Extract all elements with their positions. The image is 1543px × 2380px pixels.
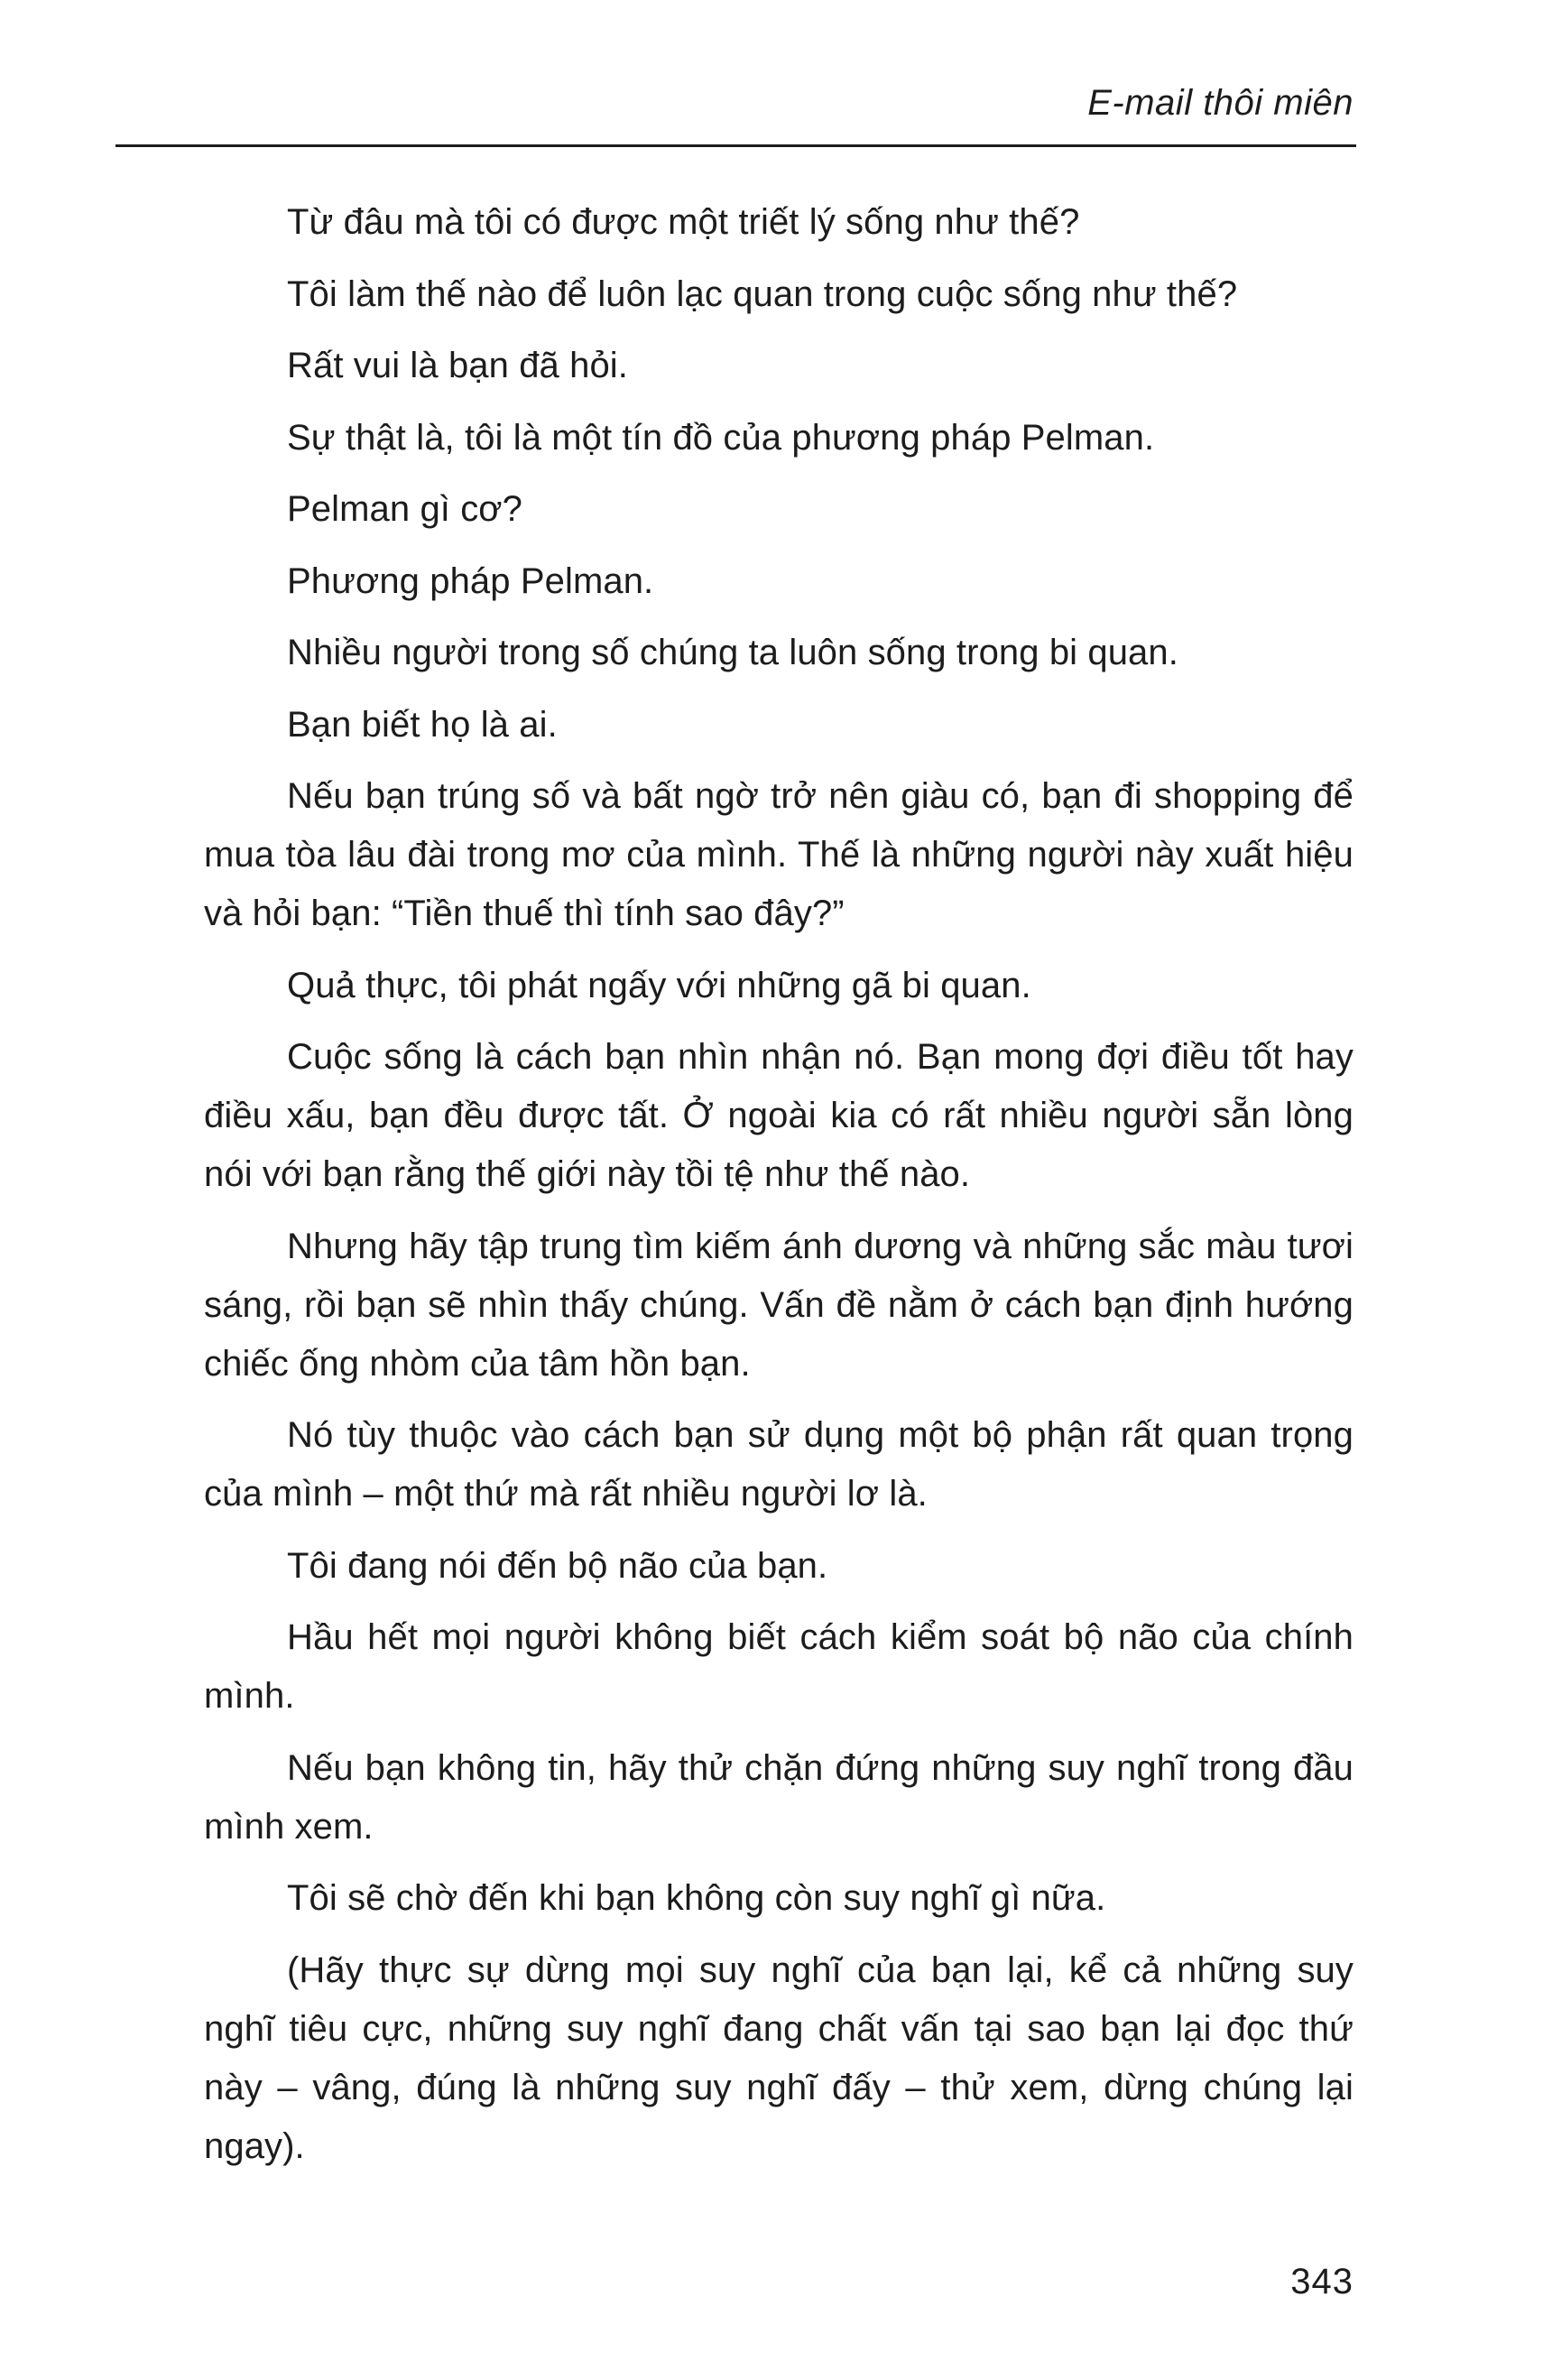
- paragraph: Tôi làm thế nào để luôn lạc quan trong cuộc sống như thế?: [287, 273, 1238, 314]
- paragraph: Rất vui là bạn đã hỏi.: [287, 346, 629, 385]
- paragraph: Phương pháp Pelman.: [287, 560, 654, 601]
- paragraph: Nhiều người trong số chúng ta luôn sống trong bi quan.: [287, 633, 1178, 672]
- paragraph: (Hãy thực sự dừng mọi suy nghĩ của bạn lại, kể cả những suy nghĩ tiêu cực, những suy nghĩ đang chất vấn tại sao bạn lại đọc thứ này – vâng, đúng là những suy nghĩ đấy – thử xem, dừng chúng lại ngay).: [204, 1949, 1354, 2166]
- page-number: 343: [1290, 2262, 1354, 2301]
- paragraph: Nó tùy thuộc vào cách bạn sử dụng một bộ phận rất quan trọng của mình – một thứ mà rất nhiều người lơ là.: [204, 1415, 1354, 1514]
- paragraph: Tôi sẽ chờ đến khi bạn không còn suy nghĩ gì nữa.: [287, 1878, 1106, 1918]
- paragraph: Nhưng hãy tập trung tìm kiếm ánh dương và những sắc màu tươi sáng, rồi bạn sẽ nhìn thấy chúng. Vấn đề nằm ở cách bạn định hướng chiếc ống nhòm của tâm hồn bạn.: [204, 1226, 1354, 1384]
- paragraph: Nếu bạn không tin, hãy thử chặn đứng những suy nghĩ trong đầu mình xem.: [204, 1747, 1354, 1847]
- paragraph: Tôi đang nói đến bộ não của bạn.: [287, 1545, 828, 1586]
- paragraph: Từ đâu mà tôi có được một triết lý sống như thế?: [287, 202, 1080, 242]
- paragraph: Hầu hết mọi người không biết cách kiểm soát bộ não của chính mình.: [204, 1617, 1354, 1716]
- paragraph: Bạn biết họ là ai.: [287, 704, 558, 745]
- running-header-title: E-mail thôi miên: [1087, 83, 1354, 123]
- paragraph: Sự thật là, tôi là một tín đồ của phương pháp Pelman.: [287, 417, 1155, 458]
- body-text: [204, 193, 1354, 2189]
- paragraph: Nếu bạn trúng số và bất ngờ trở nên giàu có, bạn đi shopping để mua tòa lâu đài trong mơ của mình. Thế là những người này xuất hiệu và hỏi bạn: “Tiền thuế thì tính sao đây?”: [204, 776, 1354, 933]
- paragraph: Cuộc sống là cách bạn nhìn nhận nó. Bạn mong đợi điều tốt hay điều xấu, bạn đều được tất. Ở ngoài kia có rất nhiều người sẵn lòng nói với bạn rằng thế giới này tồi tệ như thế nào.: [204, 1037, 1354, 1194]
- paragraph: Quả thực, tôi phát ngấy với những gã bi quan.: [287, 965, 1031, 1005]
- header-divider: [115, 144, 1356, 147]
- paragraph: Pelman gì cơ?: [287, 489, 522, 529]
